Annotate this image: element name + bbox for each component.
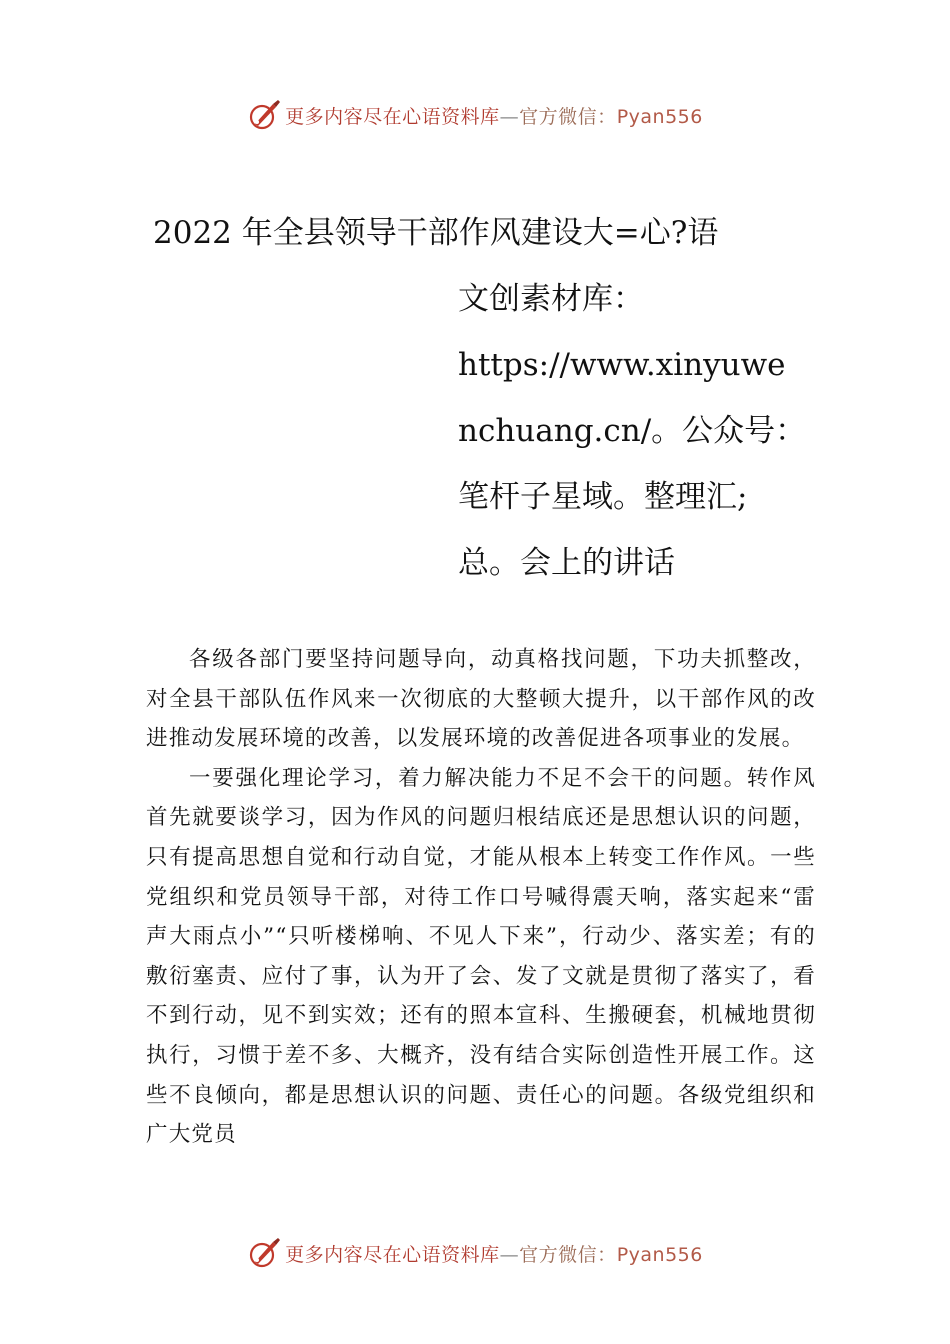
footer-banner-wechat-id: Pyan556 bbox=[616, 1243, 703, 1266]
header-banner-wechat-label: 官方微信： bbox=[519, 105, 617, 128]
footer-banner-slogan: 更多内容尽在心语资料库 bbox=[285, 1243, 500, 1266]
body-paragraph-2: 一要强化理论学习，着力解决能力不足不会干的问题。转作风首先就要谈学习，因为作风的问题归根结底还是思想认识的问题，只有提高思想自觉和行动自觉，才能从根本上转变工作作风。一些党组织和党员领导干部，对待工作口号喊得震天响，落实起来“雷声大雨点小”“只听楼梯响、不见人下来”，行动少、落实差；有的敷衍塞责、应付了事，认为开了会、发了文就是贯彻了落实了，看不到行动，见不到实效；还有的照本宣科、生搬硬套，机械地贯彻执行，习惯于差不多、大概齐，没有结合实际创造性开展工作。这些不良倾向，都是思想认识的问题、责任心的问题。各级党组织和广大党员 bbox=[146, 765, 816, 1148]
pen-logo-icon bbox=[247, 1236, 281, 1270]
footer-banner-text bbox=[285, 1240, 703, 1267]
header-banner-dash: — bbox=[499, 105, 520, 128]
document-body bbox=[146, 640, 816, 1155]
header-banner-wechat-id: Pyan556 bbox=[616, 105, 703, 128]
header-banner-slogan: 更多内容尽在心语资料库 bbox=[285, 105, 500, 128]
document-title bbox=[0, 200, 950, 596]
pen-logo-icon bbox=[247, 98, 281, 132]
header-banner-text bbox=[285, 102, 703, 129]
title-line-6: 总。会上的讲话 bbox=[458, 545, 675, 581]
header-banner bbox=[0, 95, 950, 135]
body-paragraph-1: 各级各部门要坚持问题导向，动真格找问题，下功夫抓整改，对全县干部队伍作风来一次彻底的大整顿大提升，以干部作风的改进推动发展环境的改善，以发展环境的改善促进各项事业的发展。 bbox=[146, 647, 816, 752]
title-line-5: 笔杆子星域。整理汇; bbox=[458, 479, 748, 515]
title-line-3: https://www.xinyuwe bbox=[458, 347, 786, 383]
title-line-4: nchuang.cn/。公众号： bbox=[458, 413, 807, 449]
title-line-2: 文创素材库： bbox=[458, 281, 644, 317]
footer-banner-dash: — bbox=[499, 1243, 520, 1266]
footer-banner-wechat-label: 官方微信： bbox=[519, 1243, 617, 1266]
footer-banner bbox=[0, 1233, 950, 1273]
title-line-1: 2022 年全县领导干部作风建设大=心?语 bbox=[153, 215, 719, 251]
